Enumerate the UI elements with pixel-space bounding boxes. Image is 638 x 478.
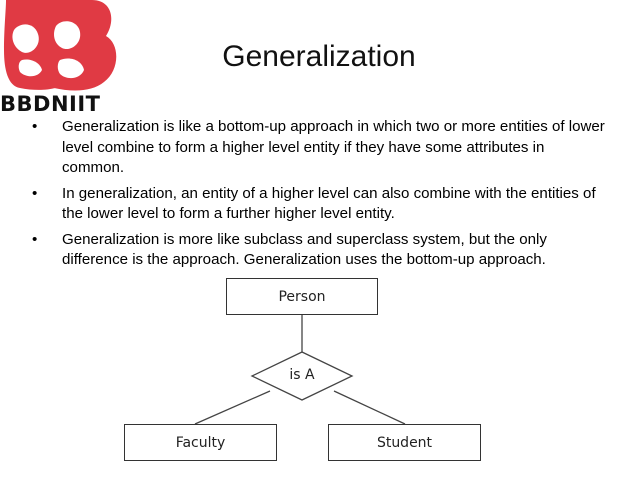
bullet-marker: •	[32, 118, 38, 135]
entity-student: Student	[328, 424, 481, 461]
connector-line	[334, 391, 405, 424]
slide-title: Generalization	[222, 40, 416, 73]
connector-line	[195, 391, 270, 424]
bullet-text: In generalization, an entity of a higher level can also combine with the entities of the lower level to form a further higher level entity.	[62, 184, 596, 222]
bullet-text: Generalization is more like subclass and superclass system, but the only difference is the approach. Generalization uses the bottom-up approach.	[62, 230, 547, 268]
logo-text: BBDNIIT	[0, 92, 101, 116]
bullet-text: Generalization is like a bottom-up approach in which two or more entities of lower level combine to form a higher level entity if they have some attributes in common.	[62, 118, 605, 176]
bullet-marker: •	[32, 230, 38, 248]
isa-label: is A	[289, 367, 315, 383]
bullet-marker: •	[32, 184, 38, 202]
entity-person: Person	[226, 278, 378, 315]
entity-faculty: Faculty	[124, 424, 277, 461]
